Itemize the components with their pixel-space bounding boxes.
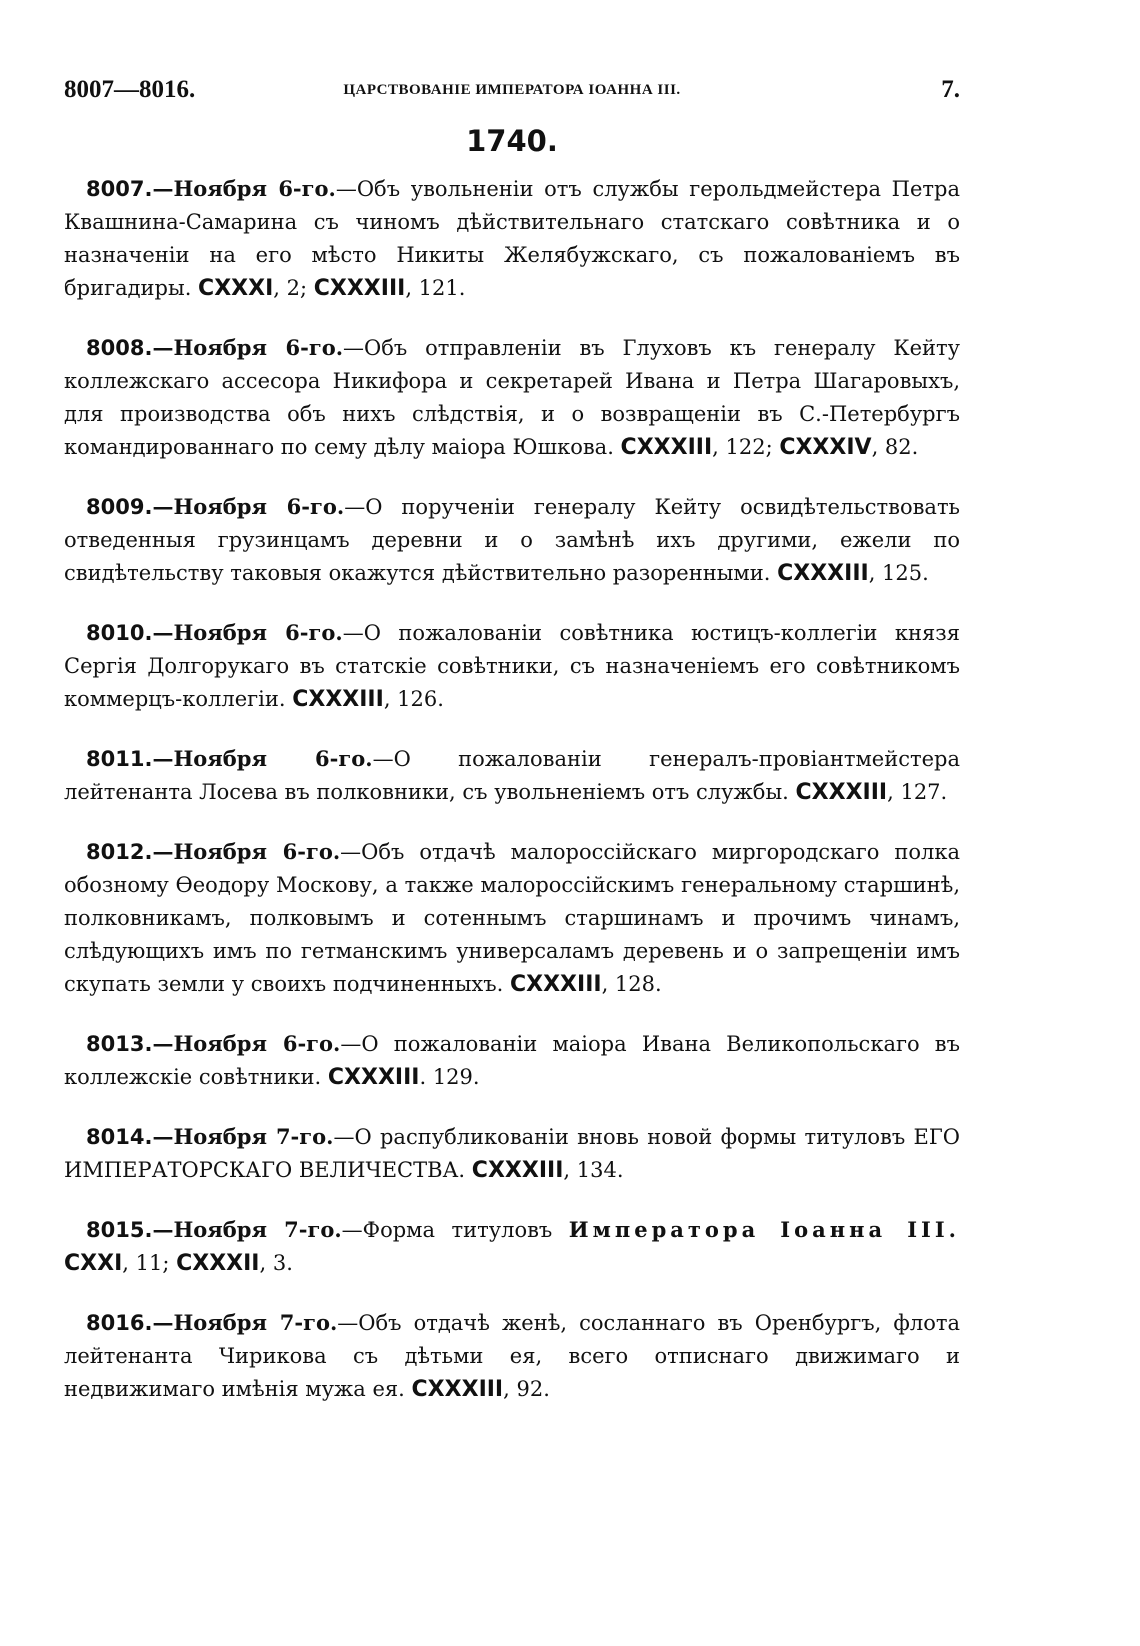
entry-text: —Объ увольненіи отъ службы герольдмейстера Петра Квашнина-Самарина съ чиномъ дѣйствительнаго статскаго совѣтника и о назначеніи на его мѣсто Никиты Желябужскаго, съ пожалованіемъ въ бригадиры. — [64, 177, 960, 300]
entry-text: —Форма титуловъ — [341, 1218, 569, 1242]
entry — [64, 172, 960, 305]
year-heading: 1740. — [466, 124, 558, 158]
entry — [64, 742, 960, 809]
reference-volume: CXXXIII — [292, 687, 384, 712]
entry-number: 8009. — [86, 495, 153, 519]
reference-page: , 125. — [868, 561, 929, 585]
entry-text: —Объ отдачѣ женѣ, сосланнаго въ Оренбургъ, флота лейтенанта Чирикова съ дѣтьми ея, всего отписнаго движимаго и недвижимаго имѣнія мужа ея. — [64, 1311, 960, 1401]
entry-number: 8014. — [86, 1125, 153, 1149]
entry-date: —Ноября 6-го. — [152, 746, 373, 771]
entry-date: —Ноября 7-го. — [152, 1310, 338, 1335]
entry — [64, 331, 960, 464]
entry-text: —О порученіи генералу Кейту освидѣтельствовать отведенныя грузинцамъ деревни и о замѣнѣ ихъ другими, ежели по свидѣтельству таковыя окажутся дѣйствительно разоренными. — [64, 495, 960, 585]
reference-volume: CXXXIII — [620, 435, 713, 460]
entry — [64, 1306, 960, 1406]
entry-date: —Ноября 6-го. — [152, 494, 345, 519]
entry-date: —Ноября 7-го. — [152, 1124, 334, 1149]
entry-text: —О распубликованіи вновь новой формы титуловъ ЕГО ИМПЕРАТОРСКАГО ВЕЛИЧЕСТВА. — [64, 1125, 960, 1182]
entry — [64, 1120, 960, 1187]
reference-page: , 127. — [887, 780, 948, 804]
entry-text: —Объ отдачѣ малороссійскаго миргородскаго полка обозному Ѳеодору Москову, а также малороссійскимъ генеральному старшинѣ, полковникамъ, полковымъ и сотеннымъ старшинамъ и прочимъ чинамъ, слѣдующихъ имъ по гетманскимъ универсаламъ деревень и о запрещеніи имъ скупать земли у своихъ подчиненныхъ. — [64, 840, 960, 996]
entry-date: —Ноября 6-го. — [152, 620, 343, 645]
entry-text: —О пожалованіи маіора Ивана Великопольскаго въ коллежскіе совѣтники. — [64, 1032, 960, 1089]
page-number: 7. — [941, 76, 960, 103]
document-page — [64, 70, 960, 1432]
reference-page: , 122; — [712, 435, 780, 459]
running-header — [64, 70, 960, 110]
entry-date: —Ноября 6-го. — [152, 176, 336, 201]
reference-volume: CXXXIII — [777, 561, 869, 586]
entry — [64, 1213, 960, 1280]
entry-text: —Объ отправленіи въ Глуховъ къ генералу Кейту коллежскаго ассесора Никифора и секретарей Ивана и Петра Шагаровыхъ, для производства объ нихъ слѣдствія, и о возвращеніи въ С.-Петербургъ командированнаго по сему дѣлу маіора Юшкова. — [64, 336, 960, 459]
entry-number: 8016. — [86, 1311, 153, 1335]
entry-date: —Ноября 6-го. — [152, 839, 341, 864]
entry — [64, 616, 960, 716]
entry-date: —Ноября 6-го. — [152, 1031, 341, 1056]
reference-volume: CXXXIII — [411, 1377, 504, 1402]
entry — [64, 835, 960, 1001]
reference-page: , 3. — [259, 1251, 293, 1275]
reference-volume: CXXXIII — [509, 972, 602, 997]
reference-page: , 92. — [503, 1377, 550, 1401]
reference-volume: CXXXIII — [327, 1065, 420, 1090]
reference-page: , 121. — [405, 276, 466, 300]
entry-number: 8010. — [86, 621, 153, 645]
reference-volume: CXXXI — [198, 276, 274, 301]
entry — [64, 490, 960, 590]
entry-number: 8007. — [86, 177, 153, 201]
entry — [64, 1027, 960, 1094]
entry-number: 8011. — [86, 747, 153, 771]
emperor-title: Императора Іоанна III. — [568, 1217, 960, 1242]
entry-date: —Ноября 7-го. — [152, 1217, 342, 1242]
reference-page: . 129. — [419, 1065, 480, 1089]
reference-volume: CXXXIV — [779, 435, 872, 460]
reference-volume: CXXXIII — [313, 276, 406, 301]
entry-date: —Ноября 6-го. — [152, 335, 344, 360]
entry-range: 8007—8016. — [64, 76, 196, 103]
reference-page: , 2; — [273, 276, 314, 300]
entry-text: —О пожалованіи генералъ-провіантмейстера лейтенанта Лосева въ полковники, съ увольненіемъ отъ службы. — [64, 747, 960, 804]
reference-volume: CXXXII — [176, 1251, 260, 1276]
reference-page: , 82. — [871, 435, 919, 459]
reference-volume: CXXXIII — [471, 1158, 564, 1183]
reference-page: , 11; — [122, 1251, 177, 1275]
reference-page: , 126. — [383, 687, 444, 711]
entry-number: 8012. — [86, 840, 153, 864]
reference-volume: CXXI — [64, 1251, 123, 1276]
entry-number: 8008. — [86, 336, 153, 360]
reference-page: , 128. — [601, 972, 662, 996]
entry-text: —О пожалованіи совѣтника юстицъ-коллегіи князя Сергія Долгорукаго въ статскіе совѣтники, съ назначеніемъ его совѣтникомъ коммерцъ-коллегіи. — [64, 621, 960, 711]
reference-page: , 134. — [563, 1158, 624, 1182]
entry-number: 8015. — [86, 1218, 153, 1242]
entry-number: 8013. — [86, 1032, 153, 1056]
running-title: ЦАРСТВОВАНІЕ ИМПЕРАТОРА ІОАННА III. — [343, 82, 681, 98]
reference-volume: CXXXIII — [795, 780, 888, 805]
